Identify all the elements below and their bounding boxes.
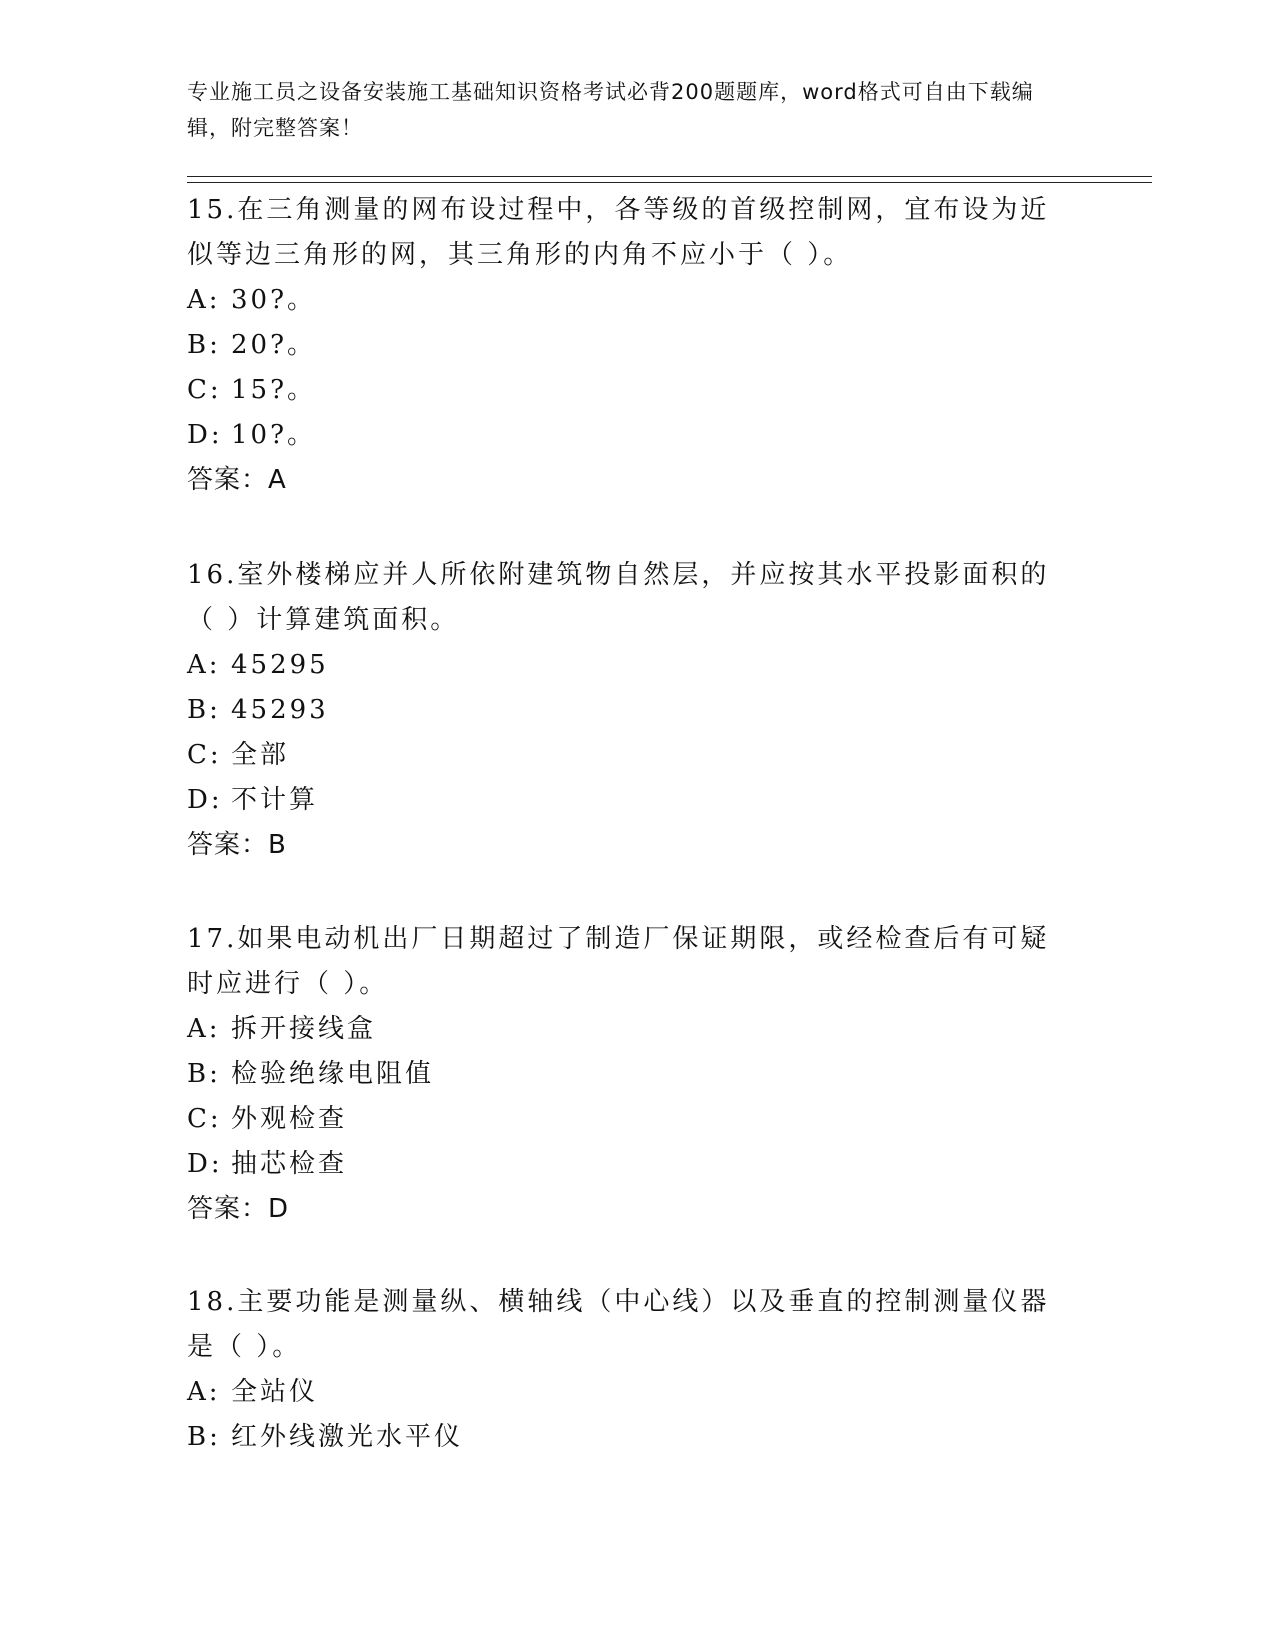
option-letter: C: — [187, 740, 222, 770]
header-divider-top — [187, 176, 1152, 177]
option-b — [187, 1052, 1067, 1097]
question-18 — [187, 1280, 1067, 1460]
option-text: 全站仪 — [231, 1377, 319, 1407]
option-letter: B: — [187, 1422, 221, 1452]
option-text: 45293 — [231, 695, 329, 725]
option-c — [187, 733, 1067, 778]
option-letter: B: — [187, 1059, 221, 1089]
option-letter: C: — [187, 375, 222, 405]
answer-line: 答案：A — [187, 465, 287, 495]
option-c — [187, 1097, 1067, 1142]
option-letter: A: — [187, 650, 221, 680]
option-b — [187, 1415, 1067, 1460]
option-letter: A: — [187, 1377, 221, 1407]
option-a — [187, 278, 1067, 323]
option-text: 20?。 — [231, 330, 317, 360]
option-d — [187, 1142, 1067, 1187]
option-text: 10?。 — [231, 420, 317, 450]
header-divider-bottom — [187, 182, 1152, 183]
option-text: 30?。 — [231, 285, 317, 315]
option-letter: B: — [187, 695, 221, 725]
option-d — [187, 778, 1067, 823]
option-text: 检验绝缘电阻值 — [231, 1059, 435, 1089]
option-c — [187, 368, 1067, 413]
document-header: 专业施工员之设备安装施工基础知识资格考试必背200题题库，word格式可自由下载编辑，附完整答案！ — [187, 80, 1034, 140]
option-text: 45295 — [231, 650, 329, 680]
option-text: 红外线激光水平仪 — [231, 1422, 464, 1452]
option-text: 外观检查 — [231, 1104, 348, 1134]
option-d — [187, 413, 1067, 458]
option-letter: D: — [187, 785, 223, 815]
question-16 — [187, 553, 1067, 868]
option-text: 全部 — [231, 740, 290, 770]
option-letter: D: — [187, 420, 223, 450]
option-text: 抽芯检查 — [231, 1149, 348, 1179]
answer-line: 答案：B — [187, 830, 287, 860]
option-letter: C: — [187, 1104, 222, 1134]
option-letter: D: — [187, 1149, 223, 1179]
question-stem: 15.在三角测量的网布设过程中，各等级的首级控制网，宜布设为近似等边三角形的网，其三角形的内角不应小于（ ）。 — [187, 195, 1050, 270]
option-text: 不计算 — [231, 785, 319, 815]
question-stem: 17.如果电动机出厂日期超过了制造厂保证期限，或经检查后有可疑时应进行（ ）。 — [187, 924, 1050, 999]
option-text: 15?。 — [231, 375, 317, 405]
question-17 — [187, 917, 1067, 1232]
option-letter: A: — [187, 1014, 221, 1044]
option-letter: A: — [187, 285, 221, 315]
question-stem: 18.主要功能是测量纵、横轴线（中心线）以及垂直的控制测量仪器是（ ）。 — [187, 1287, 1050, 1362]
question-stem: 16.室外楼梯应并人所依附建筑物自然层，并应按其水平投影面积的（ ）计算建筑面积。 — [187, 560, 1050, 635]
option-b — [187, 323, 1067, 368]
option-a — [187, 1007, 1067, 1052]
option-a — [187, 1370, 1067, 1415]
question-15 — [187, 188, 1067, 503]
option-a — [187, 643, 1067, 688]
answer-line: 答案：D — [187, 1194, 290, 1224]
option-text: 拆开接线盒 — [231, 1014, 377, 1044]
option-b — [187, 688, 1067, 733]
option-letter: B: — [187, 330, 221, 360]
